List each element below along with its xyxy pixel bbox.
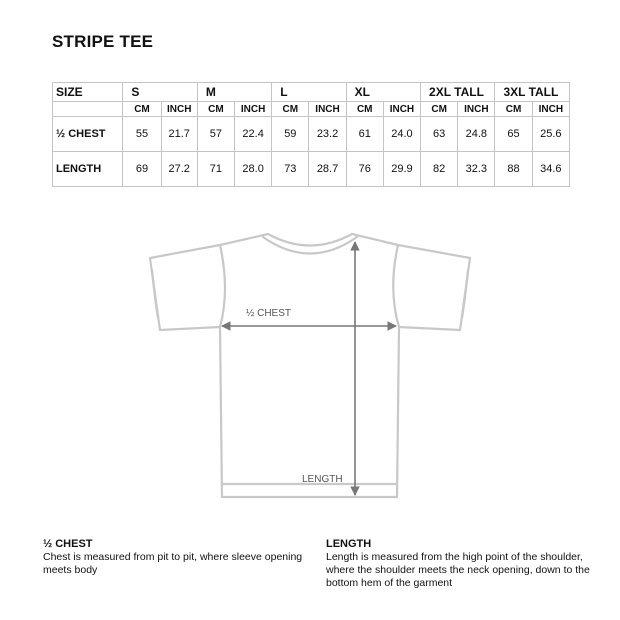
table-cell: 24.8 — [458, 117, 495, 152]
table-cell: 29.9 — [383, 152, 420, 187]
table-cell: 57 — [197, 117, 234, 152]
length-measure-label: LENGTH — [302, 474, 343, 485]
product-title: STRIPE TEE — [52, 32, 154, 51]
unit-cm: CM — [197, 102, 234, 117]
table-cell: 71 — [197, 152, 234, 187]
size-label-2xl-tall: 2XL TALL — [421, 83, 495, 102]
table-cell: 22.4 — [235, 117, 272, 152]
unit-cm: CM — [123, 102, 161, 117]
size-label-l: L — [272, 83, 346, 102]
chest-description — [43, 538, 313, 577]
table-cell: 28.7 — [309, 152, 346, 187]
length-description-text: Length is measured from the high point of the shoulder, where the shoulder meets the neck opening, down to the bottom hem of the garment — [326, 551, 590, 589]
table-cell: 25.6 — [532, 117, 569, 152]
size-label-s: S — [123, 83, 197, 102]
unit-inch: INCH — [309, 102, 346, 117]
table-cell: 76 — [346, 152, 383, 187]
table-cell: 24.0 — [383, 117, 420, 152]
chest-description-heading: ½ CHEST — [43, 538, 93, 550]
size-label-m: M — [197, 83, 271, 102]
table-cell: 27.2 — [161, 152, 197, 187]
table-cell: 88 — [495, 152, 532, 187]
table-cell: 82 — [421, 152, 458, 187]
unit-cm: CM — [495, 102, 532, 117]
tshirt-outline — [150, 234, 470, 497]
chest-measure-label: ½ CHEST — [246, 308, 292, 319]
chest-description-text: Chest is measured from pit to pit, where sleeve opening meets body — [43, 551, 303, 576]
unit-inch: INCH — [383, 102, 420, 117]
unit-inch: INCH — [458, 102, 495, 117]
row-label-chest: ½ CHEST — [53, 117, 123, 152]
size-corner-label: SIZE — [53, 83, 123, 102]
unit-inch: INCH — [532, 102, 569, 117]
table-cell: 63 — [421, 117, 458, 152]
row-label-length: LENGTH — [53, 152, 123, 187]
table-cell: 59 — [272, 117, 309, 152]
table-cell: 23.2 — [309, 117, 346, 152]
length-description-heading: LENGTH — [326, 538, 372, 550]
length-description — [326, 538, 596, 590]
table-cell: 21.7 — [161, 117, 197, 152]
table-cell: 65 — [495, 117, 532, 152]
table-cell: 61 — [346, 117, 383, 152]
unit-cm: CM — [346, 102, 383, 117]
unit-cm: CM — [272, 102, 309, 117]
table-cell: 34.6 — [532, 152, 569, 187]
size-label-xl: XL — [346, 83, 420, 102]
unit-inch: INCH — [235, 102, 272, 117]
table-cell: 55 — [123, 117, 161, 152]
table-cell: 32.3 — [458, 152, 495, 187]
table-cell: 69 — [123, 152, 161, 187]
table-cell: 28.0 — [235, 152, 272, 187]
table-cell: 73 — [272, 152, 309, 187]
unit-inch: INCH — [161, 102, 197, 117]
unit-cm: CM — [421, 102, 458, 117]
size-label-3xl-tall: 3XL TALL — [495, 83, 570, 102]
